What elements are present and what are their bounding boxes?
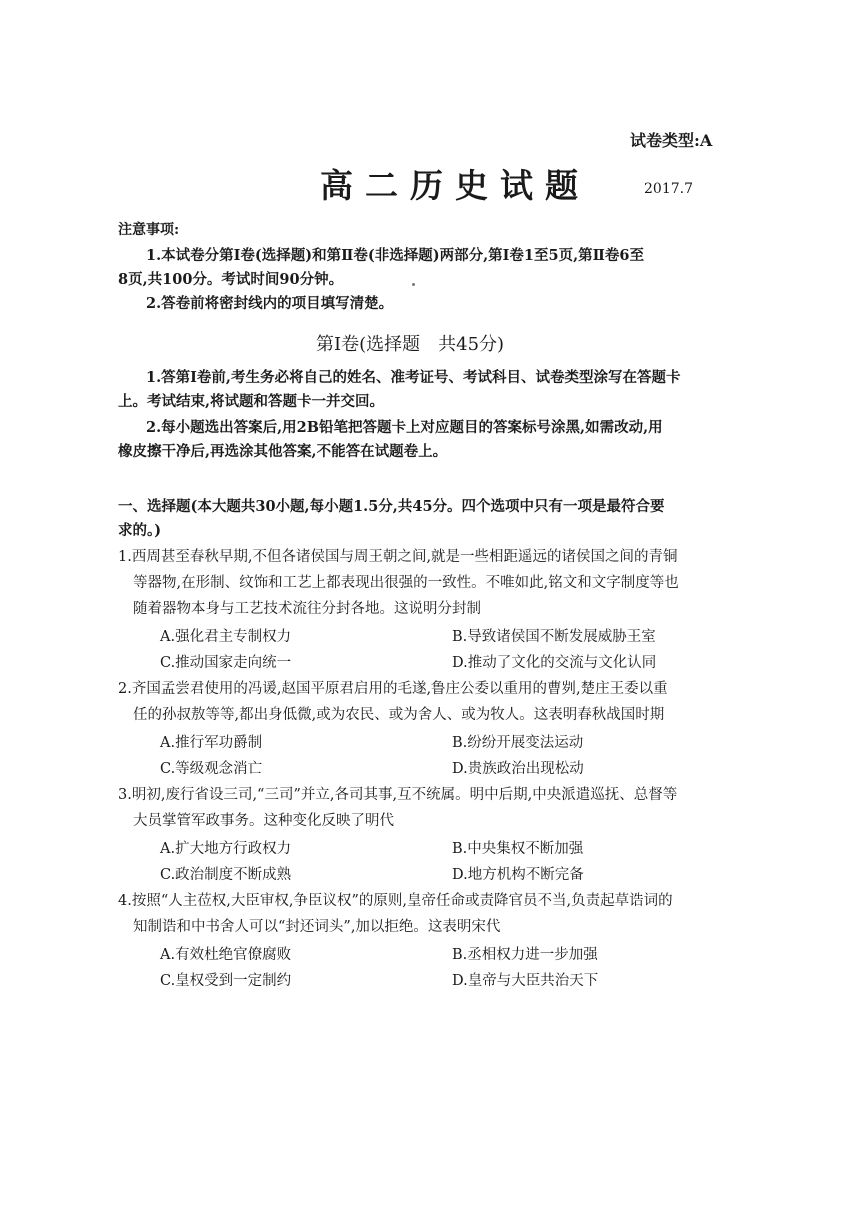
question-text-line: 知制诰和中书舍人可以“封还词头”,加以拒绝。这表明宋代 — [133, 919, 501, 935]
instruction-2-line-1: 2.每小题选出答案后,用2B铅笔把答题卡上对应题目的答案标号涂黑,如需改动,用 — [146, 419, 663, 436]
option-b: B.中央集权不断加强 — [452, 841, 584, 857]
option-b: B.导致诸侯国不断发展威胁王室 — [452, 629, 656, 645]
question-text-line: 等器物,在形制、纹饰和工艺上都表现出很强的一致性。不唯如此,铭文和文字制度等也 — [133, 575, 679, 591]
paper-type-label: 试卷类型:A — [630, 131, 713, 150]
notice-item-1-line-2: 8页,共100分。考试时间90分钟。 — [118, 271, 344, 288]
scan-speck — [412, 283, 415, 286]
notice-item-1-line-1: 1.本试卷分第Ⅰ卷(选择题)和第Ⅱ卷(非选择题)两部分,第Ⅰ卷1至5页,第Ⅱ卷6至 — [146, 247, 644, 264]
question-text-line: 任的孙叔敖等等,都出身低微,或为农民、或为舍人、或为牧人。这表明春秋战国时期 — [133, 707, 665, 723]
question-text-line: 1.西周甚至春秋早期,不但各诸侯国与周王朝之间,就是一些相距遥远的诸侯国之间的青铜 — [118, 549, 678, 565]
question-text-line: 大员掌管军政事务。这种变化反映了明代 — [133, 813, 394, 829]
page-title: 高二历史试题 — [320, 166, 590, 205]
part-heading-line-1: 一、选择题(本大题共30小题,每小题1.5分,共45分。四个选项中只有一项是最符合要 — [118, 498, 665, 515]
option-b: B.纷纷开展变法运动 — [452, 735, 584, 751]
notice-heading: 注意事项: — [118, 222, 180, 238]
question-text-line: 3.明初,废行省设三司,“三司”并立,各司其事,互不统属。明中后期,中央派遣巡抚、总督等 — [118, 787, 678, 803]
exam-date: 2017.7 — [644, 181, 693, 197]
option-b: B.丞相权力进一步加强 — [452, 947, 598, 963]
question-text-line: 随着器物本身与工艺技术流往分封各地。这说明分封制 — [133, 601, 481, 617]
part-heading-line-2: 求的。) — [118, 522, 162, 539]
option-d: D.皇帝与大臣共治天下 — [452, 973, 599, 989]
option-a: A.强化君主专制权力 — [160, 629, 292, 645]
section-title: 第Ⅰ卷(选择题 共45分) — [316, 334, 505, 355]
option-d: D.推动了文化的交流与文化认同 — [452, 655, 657, 671]
question-text-line: 2.齐国孟尝君使用的冯谖,赵国平原君启用的毛遂,鲁庄公委以重用的曹刿,楚庄王委以重 — [118, 681, 668, 697]
option-d: D.地方机构不断完备 — [452, 867, 584, 883]
option-a: A.推行军功爵制 — [160, 735, 263, 751]
notice-item-2: 2.答卷前将密封线内的项目填写清楚。 — [146, 295, 394, 312]
option-c: C.推动国家走向统一 — [160, 655, 292, 671]
question-text-line: 4.按照“人主莅权,大臣审权,争臣议权”的原则,皇帝任命或责降官员不当,负责起草诰词的 — [118, 893, 673, 909]
option-a: A.有效杜绝官僚腐败 — [160, 947, 292, 963]
option-c: C.等级观念消亡 — [160, 761, 263, 777]
option-d: D.贵族政治出现松动 — [452, 761, 584, 777]
instruction-1-line-2: 上。考试结束,将试题和答题卡一并交回。 — [118, 393, 385, 410]
option-c: C.政治制度不断成熟 — [160, 867, 292, 883]
instruction-1-line-1: 1.答第Ⅰ卷前,考生务必将自己的姓名、准考证号、考试科目、试卷类型涂写在答题卡 — [146, 369, 681, 386]
option-c: C.皇权受到一定制约 — [160, 973, 292, 989]
instruction-2-line-2: 橡皮擦干净后,再选涂其他答案,不能答在试题卷上。 — [118, 443, 448, 460]
option-a: A.扩大地方行政权力 — [160, 841, 292, 857]
